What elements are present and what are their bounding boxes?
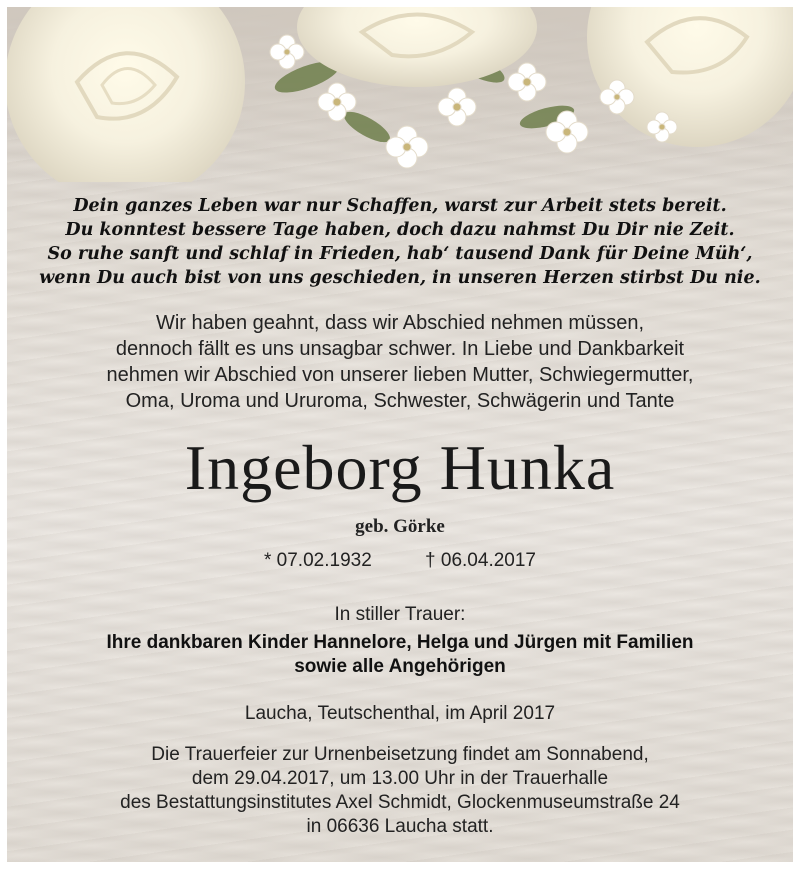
funeral-info-line: des Bestattungsinstitutes Axel Schmidt, Glockenmuseumstraße 24	[120, 792, 680, 813]
intro-line: Wir haben geahnt, dass wir Abschied nehmen müssen,	[155, 312, 645, 334]
death-date: † 06.04.2017	[425, 550, 536, 571]
intro-line: nehmen wir Abschied von unserer lieben Mutter, Schwiegermutter,	[106, 364, 694, 386]
life-dates	[7, 549, 793, 573]
birth-date: * 07.02.1932	[264, 550, 372, 571]
mourners	[7, 631, 793, 679]
memorial-verse	[7, 194, 793, 290]
verse-line: So ruhe sanft und schlaf in Frieden, hab‘ tausend Dank für Deine Müh‘,	[47, 244, 753, 264]
obituary-card	[7, 7, 793, 862]
mourners-line: sowie alle Angehörigen	[294, 656, 506, 677]
intro-line: Oma, Uroma und Ururoma, Schwester, Schwägerin und Tante	[125, 390, 675, 412]
farewell-text	[7, 310, 793, 414]
verse-line: Dein ganzes Leben war nur Schaffen, warst zur Arbeit stets bereit.	[73, 196, 727, 216]
place-and-date: Laucha, Teutschenthal, im April 2017	[244, 703, 556, 724]
intro-line: dennoch fällt es uns unsagbar schwer. In Liebe und Dankbarkeit	[115, 338, 685, 360]
verse-line: Du konntest bessere Tage haben, doch dazu nahmst Du Dir nie Zeit.	[65, 220, 735, 240]
mourners-line: Ihre dankbaren Kinder Hannelore, Helga und Jürgen mit Familien	[106, 632, 694, 653]
funeral-info-line: Die Trauerfeier zur Urnenbeisetzung findet am Sonnabend,	[151, 744, 649, 765]
birth-name: geb. Görke	[355, 516, 445, 537]
funeral-info-line: in 06636 Laucha statt.	[306, 816, 494, 837]
funeral-info	[7, 743, 793, 839]
funeral-info-line: dem 29.04.2017, um 13.00 Uhr in der Trauerhalle	[191, 768, 609, 789]
mourning-heading: In stiller Trauer:	[334, 604, 466, 625]
verse-line: wenn Du auch bist von uns geschieden, in unseren Herzen stirbst Du nie.	[39, 268, 761, 288]
rose-left	[7, 7, 245, 182]
deceased-name: Ingeborg Hunka	[184, 432, 616, 503]
flower-arrangement-image	[7, 7, 793, 182]
